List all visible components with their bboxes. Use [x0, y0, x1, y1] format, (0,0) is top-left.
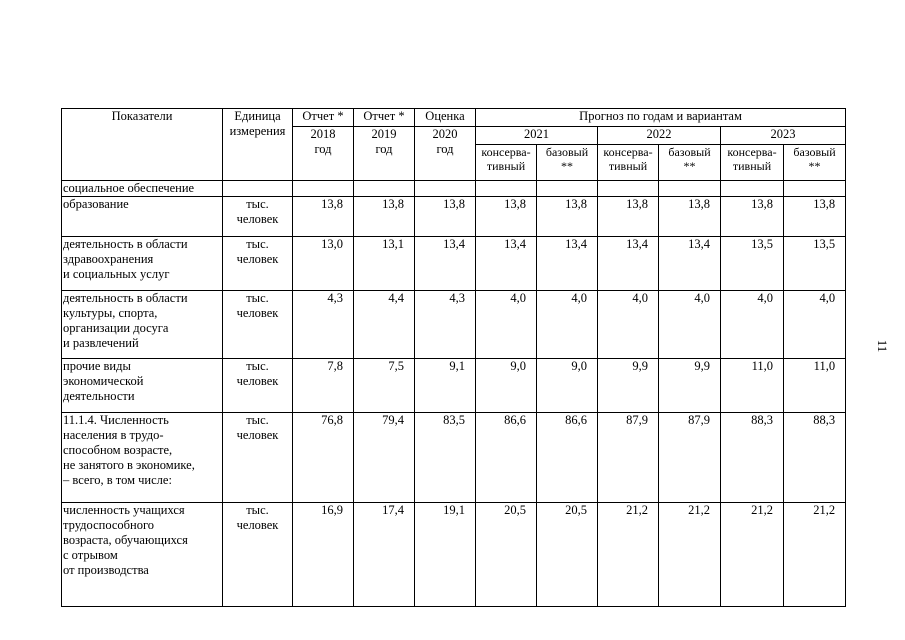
row-value-cell — [537, 181, 598, 197]
table-row — [62, 503, 846, 607]
row-value-cell — [598, 181, 659, 197]
table-row — [62, 359, 846, 413]
row-value-cell: 11,0 — [721, 359, 784, 413]
row-value-cell: 11,0 — [784, 359, 846, 413]
row-value-cell — [354, 181, 415, 197]
row-value-cell: 4,4 — [354, 291, 415, 359]
table-row — [62, 413, 846, 503]
row-value-cell: 13,8 — [784, 197, 846, 237]
row-value-cell: 4,0 — [659, 291, 721, 359]
row-value-cell: 9,9 — [598, 359, 659, 413]
row-value-cell: 20,5 — [537, 503, 598, 607]
row-value-cell: 13,8 — [659, 197, 721, 237]
row-value-cell: 9,0 — [476, 359, 537, 413]
table-row — [62, 181, 846, 197]
row-value-cell: 4,0 — [537, 291, 598, 359]
row-unit: тыс. человек — [223, 413, 293, 503]
row-value-cell: 13,4 — [659, 237, 721, 291]
row-value-cell: 20,5 — [476, 503, 537, 607]
row-value-cell — [293, 181, 354, 197]
row-value-cell: 19,1 — [415, 503, 476, 607]
row-value-cell: 13,0 — [293, 237, 354, 291]
header-year-2021: 2021 — [476, 127, 598, 145]
row-value-cell — [659, 181, 721, 197]
row-value-cell — [721, 181, 784, 197]
row-unit: тыс. человек — [223, 359, 293, 413]
header-variant-conservative: консерва- тивный — [721, 145, 784, 181]
forecast-table — [61, 108, 846, 607]
header-report-2019: Отчет * — [354, 109, 415, 127]
row-value-cell: 4,3 — [293, 291, 354, 359]
header-variant-conservative: консерва- тивный — [476, 145, 537, 181]
header-indicators: Показатели — [62, 109, 223, 181]
row-value-cell: 9,9 — [659, 359, 721, 413]
row-value-cell: 86,6 — [537, 413, 598, 503]
row-value-cell: 16,9 — [293, 503, 354, 607]
row-indicator-name: деятельность в области культуры, спорта, организации досуга и развлечений — [62, 291, 223, 359]
row-value-cell: 13,8 — [721, 197, 784, 237]
header-unit: Единица измерения — [223, 109, 293, 181]
row-unit: тыс. человек — [223, 197, 293, 237]
row-value-cell: 88,3 — [784, 413, 846, 503]
row-indicator-name: 11.1.4. Численность населения в трудо- способном возрасте, не занятого в экономике, – всего, в том числе: — [62, 413, 223, 503]
row-value-cell: 88,3 — [721, 413, 784, 503]
row-value-cell: 13,8 — [293, 197, 354, 237]
row-value-cell — [415, 181, 476, 197]
header-report-2018: Отчет * — [293, 109, 354, 127]
row-value-cell: 21,2 — [721, 503, 784, 607]
row-value-cell: 83,5 — [415, 413, 476, 503]
header-variant-base: базовый ** — [659, 145, 721, 181]
row-value-cell: 13,5 — [721, 237, 784, 291]
header-variant-base: базовый ** — [784, 145, 846, 181]
row-unit: тыс. человек — [223, 237, 293, 291]
row-value-cell: 86,6 — [476, 413, 537, 503]
row-value-cell: 13,4 — [476, 237, 537, 291]
header-variant-conservative: консерва- тивный — [598, 145, 659, 181]
row-indicator-name: прочие виды экономической деятельности — [62, 359, 223, 413]
row-value-cell: 9,0 — [537, 359, 598, 413]
row-value-cell: 7,8 — [293, 359, 354, 413]
row-value-cell: 21,2 — [784, 503, 846, 607]
header-year-2018: 2018 год — [293, 127, 354, 181]
header-year-2020: 2020 год — [415, 127, 476, 181]
header-estimate: Оценка — [415, 109, 476, 127]
row-value-cell: 79,4 — [354, 413, 415, 503]
table-row — [62, 197, 846, 237]
row-value-cell: 13,5 — [784, 237, 846, 291]
row-unit: тыс. человек — [223, 503, 293, 607]
header-year-2022: 2022 — [598, 127, 721, 145]
row-value-cell: 87,9 — [598, 413, 659, 503]
row-value-cell: 87,9 — [659, 413, 721, 503]
header-forecast: Прогноз по годам и вариантам — [476, 109, 846, 127]
row-indicator-name: численность учащихся трудоспособного возраста, обучающихся с отрывом от производства — [62, 503, 223, 607]
row-value-cell: 13,8 — [476, 197, 537, 237]
header-variant-base: базовый ** — [537, 145, 598, 181]
header-year-2023: 2023 — [721, 127, 846, 145]
row-value-cell: 4,0 — [476, 291, 537, 359]
row-value-cell: 21,2 — [598, 503, 659, 607]
row-indicator-name: образование — [62, 197, 223, 237]
row-indicator-name: деятельность в области здравоохранения и социальных услуг — [62, 237, 223, 291]
table-row — [62, 291, 846, 359]
row-value-cell — [784, 181, 846, 197]
row-value-cell: 4,0 — [598, 291, 659, 359]
row-value-cell: 13,4 — [598, 237, 659, 291]
page-number: 11 — [875, 339, 890, 353]
row-indicator-name: социальное обеспечение — [62, 181, 223, 197]
table-row — [62, 237, 846, 291]
row-value-cell: 13,8 — [598, 197, 659, 237]
header-year-2019: 2019 год — [354, 127, 415, 181]
row-value-cell: 13,4 — [537, 237, 598, 291]
row-value-cell: 13,4 — [415, 237, 476, 291]
row-value-cell: 4,0 — [784, 291, 846, 359]
row-value-cell — [476, 181, 537, 197]
row-value-cell: 13,8 — [415, 197, 476, 237]
row-value-cell: 13,1 — [354, 237, 415, 291]
row-value-cell: 17,4 — [354, 503, 415, 607]
row-unit — [223, 181, 293, 197]
row-value-cell: 4,0 — [721, 291, 784, 359]
row-value-cell: 13,8 — [354, 197, 415, 237]
header-row-1 — [62, 109, 846, 127]
row-unit: тыс. человек — [223, 291, 293, 359]
row-value-cell: 76,8 — [293, 413, 354, 503]
row-value-cell: 13,8 — [537, 197, 598, 237]
row-value-cell: 21,2 — [659, 503, 721, 607]
row-value-cell: 9,1 — [415, 359, 476, 413]
row-value-cell: 4,3 — [415, 291, 476, 359]
row-value-cell: 7,5 — [354, 359, 415, 413]
